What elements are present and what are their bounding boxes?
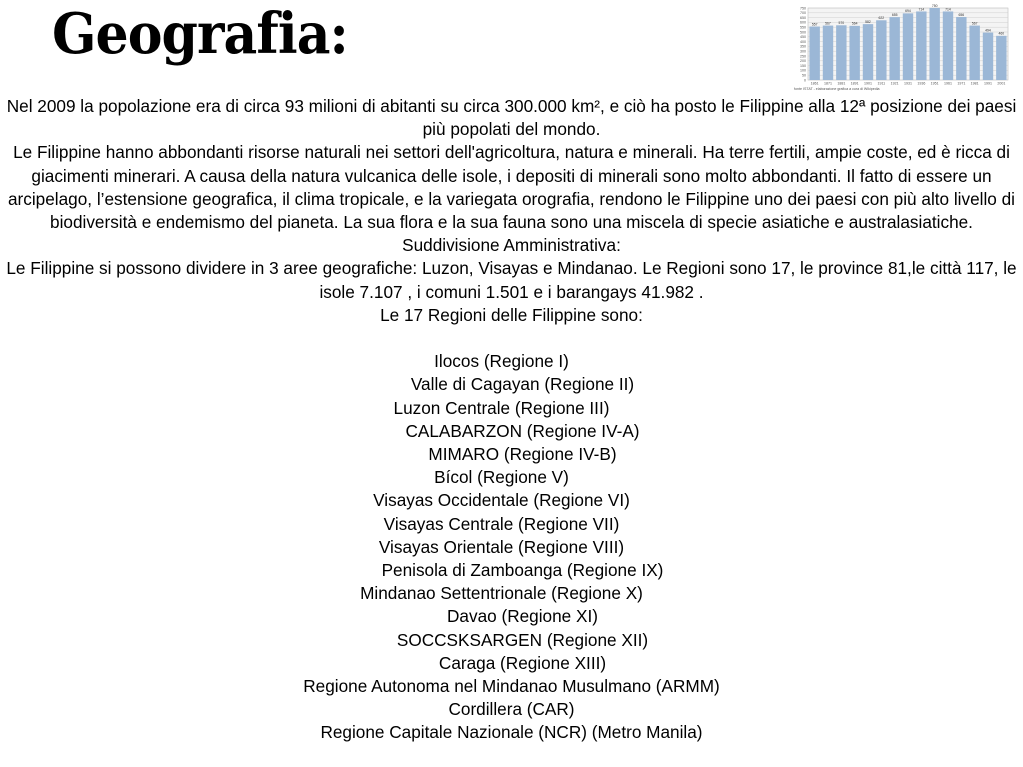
data-label: 567	[825, 21, 831, 26]
x-tick-label: 1861	[810, 81, 819, 86]
data-label: 694	[905, 9, 911, 14]
population-bar-chart	[786, 4, 1012, 94]
region-item: Visayas Orientale (Regione VIII)	[378, 536, 625, 557]
data-label: 750	[931, 4, 938, 8]
y-tick-label: 400	[800, 39, 806, 44]
data-label: 567	[971, 21, 978, 26]
region-item: Ilocos (Regione I)	[434, 351, 569, 372]
subdivision-heading: Suddivisione Amministrativa:	[402, 235, 621, 256]
y-tick-label: 0	[804, 78, 806, 83]
chart-bar	[849, 26, 859, 80]
chart-bar	[836, 25, 846, 80]
x-tick-label: 1881	[837, 81, 846, 86]
region-item: Visayas Occidentale (Regione VI)	[373, 490, 630, 511]
spacer	[0, 327, 1023, 350]
chart-bar	[929, 8, 939, 80]
y-tick-label: 500	[800, 30, 806, 35]
y-tick-label: 250	[800, 54, 806, 59]
y-tick-label: 150	[800, 63, 806, 68]
region-item: Valle di Cagayan (Regione II)	[410, 374, 635, 395]
x-tick-label: 1911	[877, 81, 886, 86]
data-label: 570	[838, 21, 845, 26]
population-paragraph: Nel 2009 la popolazione era di circa 93 milioni di abitanti su circa 300.000 km², e ciò ha posto le Filippine alla 12ª posizione dei paesi più popolati del mondo.	[6, 96, 1017, 140]
x-tick-label: 1961	[944, 81, 952, 86]
x-tick-label: 1921	[890, 81, 899, 86]
y-tick-label: 300	[800, 49, 806, 54]
y-tick-label: 50	[802, 73, 806, 78]
region-item: MIMARO (Regione IV-B)	[428, 444, 617, 465]
y-tick-label: 650	[800, 15, 806, 20]
data-label: 557	[811, 22, 818, 27]
x-tick-label: 1931	[904, 81, 912, 86]
regions-list	[0, 350, 1023, 744]
chart-bar	[943, 11, 953, 80]
resources-paragraph: Le Filippine hanno abbondanti risorse naturali nei settori dell'agricoltura, natura e minerali. Ha terre fertili, ampie coste, ed è ricca di giacimenti minerari. A causa della natura vulcanica delle isole, i depositi di minerali sono molto abbondanti. Il fatto di essere un arcipelago, l’estensione geografica, il clima tropicale, e la variegata orografia, rendono le Filippine uno dei paesi con più alto livello di biodiversità e endemismo del pianeta. La sua flora e la sua fauna sono una miscela di specie asiatiche e australasiatiche.	[7, 142, 1016, 233]
chart-source-note: fonte ISTAT - elaborazione grafica a cura di Wikipedia	[794, 87, 880, 91]
region-item: Visayas Centrale (Regione VII)	[383, 513, 620, 534]
x-tick-label: 1951	[930, 81, 939, 86]
x-tick-label: 2001	[997, 81, 1006, 86]
data-label: 564	[851, 21, 858, 26]
chart-bar	[876, 20, 886, 80]
region-item: SOCCSKSARGEN (Regione XII)	[396, 629, 649, 650]
data-label: 655	[891, 12, 898, 17]
chart-bar	[916, 11, 926, 80]
data-label: 460	[998, 31, 1005, 36]
data-label: 582	[865, 19, 871, 24]
x-tick-label: 1981	[970, 81, 979, 86]
x-tick-label: 1971	[957, 81, 966, 86]
data-label: 494	[985, 28, 991, 33]
y-tick-label: 100	[800, 68, 806, 73]
region-item: Caraga (Regione XIII)	[438, 652, 607, 673]
x-tick-label: 1901	[864, 81, 872, 86]
region-item: Luzon Centrale (Regione III)	[393, 397, 610, 418]
chart-bar	[863, 24, 873, 80]
y-tick-label: 200	[800, 59, 806, 64]
region-item: Penisola di Zamboanga (Regione IX)	[381, 560, 664, 581]
region-item: Regione Autonoma nel Mindanao Musulmano (ARMM)	[303, 676, 720, 697]
region-item: Regione Capitale Nazionale (NCR) (Metro Manila)	[320, 722, 703, 743]
x-tick-label: 1936	[917, 81, 926, 86]
chart-bar	[956, 17, 966, 80]
region-item: CALABARZON (Regione IV-A)	[405, 420, 640, 441]
chart-bar	[823, 26, 833, 80]
chart-bar	[889, 17, 899, 80]
data-label: 622	[878, 16, 885, 21]
region-item: Cordillera (CAR)	[448, 699, 575, 720]
x-tick-label: 1891	[850, 81, 859, 86]
regions-intro: Le 17 Regioni delle Filippine sono:	[380, 304, 643, 325]
chart-bar	[983, 33, 993, 80]
region-item: Bícol (Regione V)	[434, 467, 569, 488]
y-tick-label: 750	[800, 6, 806, 11]
content-text	[0, 95, 1023, 745]
page-title: Geografia:	[52, 1, 348, 67]
chart-bar	[809, 27, 819, 80]
region-item: Mindanao Settentrionale (Regione X)	[360, 583, 643, 604]
subdivision-paragraph: Le Filippine si possono dividere in 3 aree geografiche: Luzon, Visayas e Mindanao. Le Regioni sono 17, le province 81,le città 117, le isole 7.107 , i comuni 1.501 e i barangays 41.982 .	[6, 258, 1017, 302]
chart-bar	[969, 26, 979, 80]
y-tick-label: 700	[800, 11, 806, 16]
y-tick-label: 550	[800, 25, 806, 30]
data-label: 656	[958, 12, 965, 17]
data-label: 714	[918, 7, 925, 12]
y-tick-label: 450	[800, 35, 806, 40]
y-tick-label: 350	[800, 44, 806, 49]
x-tick-label: 1871	[824, 81, 832, 86]
y-tick-label: 600	[800, 20, 806, 25]
chart-bar	[903, 13, 913, 80]
data-label: 714	[945, 7, 951, 12]
x-tick-label: 1991	[984, 81, 992, 86]
chart-bar	[996, 36, 1006, 80]
region-item: Davao (Regione XI)	[447, 606, 598, 627]
